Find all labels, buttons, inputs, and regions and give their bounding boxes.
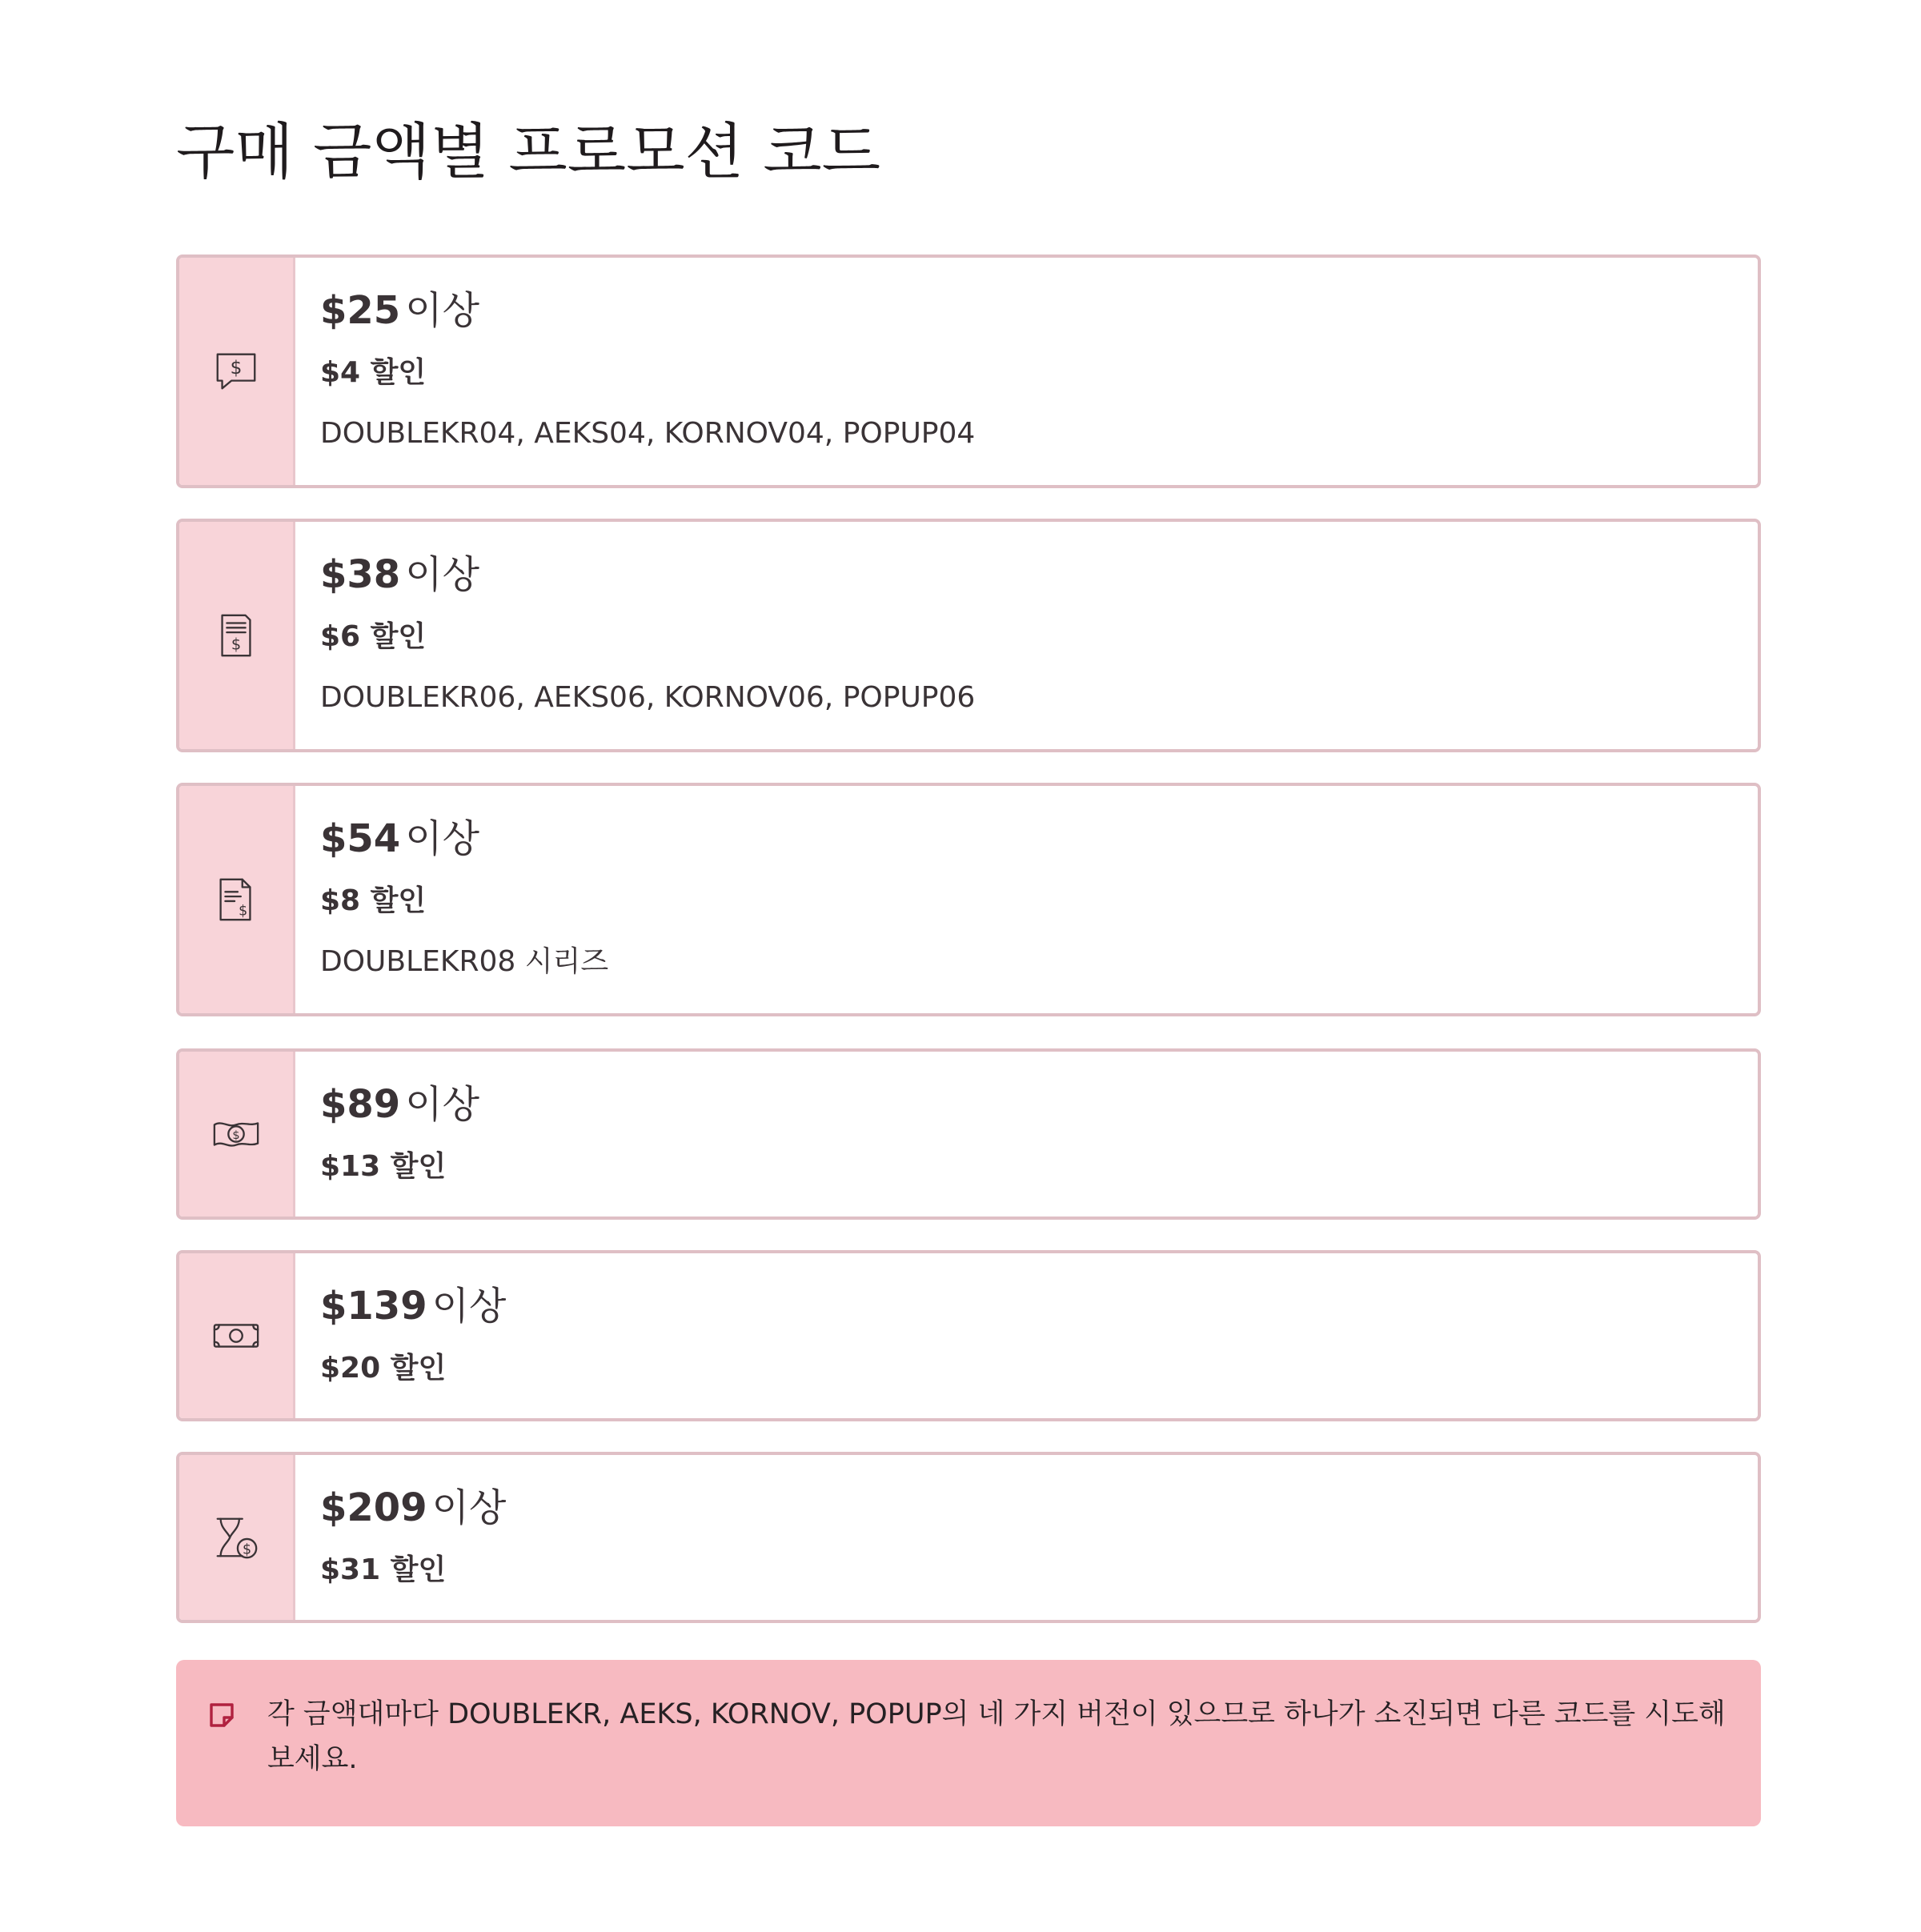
tier-codes: DOUBLEKR08 시리즈: [320, 945, 609, 978]
svg-text:$: $: [239, 903, 248, 920]
tier-threshold: [320, 1079, 479, 1130]
tier-threshold: [320, 1482, 506, 1533]
tier-discount: $4 할인: [320, 356, 427, 389]
tier-card: [176, 1250, 1761, 1421]
hourglass-dollar-icon: [211, 1513, 261, 1562]
note-icon: [207, 1700, 237, 1730]
threshold-suffix: 이상: [431, 1284, 507, 1329]
tier-icon-panel: [179, 786, 295, 1013]
threshold-amount: $209: [320, 1485, 427, 1530]
threshold-amount: $139: [320, 1284, 427, 1329]
tier-discount: $6 할인: [320, 620, 427, 653]
tier-icon-panel: [179, 522, 295, 749]
tier-card: [176, 255, 1761, 488]
threshold-amount: $89: [320, 1082, 401, 1127]
tier-discount: $8 할인: [320, 884, 427, 917]
receipt-dollar-icon: [211, 611, 261, 660]
tier-card: [176, 1452, 1761, 1623]
note-text: 각 금액대마다 DOUBLEKR, AEKS, KORNOV, POPUP의 네 가지 버전이 있으므로 하나가 소진되면 다른 코드를 시도해보세요.: [267, 1698, 1726, 1775]
svg-text:$: $: [232, 1128, 240, 1142]
tier-icon-panel: [179, 258, 295, 485]
invoice-dollar-icon: [211, 875, 261, 924]
tier-discount: $31 할인: [320, 1553, 447, 1586]
tier-icon-panel: [179, 1455, 295, 1620]
threshold-suffix: 이상: [431, 1485, 507, 1530]
info-note: [176, 1660, 1761, 1826]
tier-codes: DOUBLEKR06, AEKS06, KORNOV06, POPUP06: [320, 681, 976, 714]
tier-card: [176, 519, 1761, 752]
threshold-suffix: 이상: [405, 552, 479, 597]
svg-text:$: $: [243, 1541, 252, 1558]
tier-card: [176, 1048, 1761, 1220]
banknote-coin-icon: [211, 1109, 261, 1159]
page-title: 구매 금액별 프로모션 코드: [176, 116, 881, 187]
tier-discount: $20 할인: [320, 1352, 447, 1385]
threshold-amount: $25: [320, 288, 401, 333]
tier-icon-panel: [179, 1253, 295, 1418]
threshold-amount: $54: [320, 816, 401, 861]
threshold-suffix: 이상: [405, 288, 479, 333]
tier-icon-panel: [179, 1052, 295, 1217]
svg-text:$: $: [231, 635, 242, 654]
threshold-suffix: 이상: [405, 816, 479, 861]
tier-codes: DOUBLEKR04, AEKS04, KORNOV04, POPUP04: [320, 417, 976, 450]
threshold-suffix: 이상: [405, 1082, 479, 1127]
tier-threshold: [320, 813, 479, 864]
tier-card: [176, 783, 1761, 1016]
cash-icon: [211, 1311, 261, 1361]
tier-threshold: [320, 549, 479, 600]
tier-threshold: [320, 1281, 506, 1332]
svg-text:$: $: [230, 356, 243, 379]
tier-threshold: [320, 285, 479, 336]
tier-discount: $13 할인: [320, 1150, 447, 1183]
threshold-amount: $38: [320, 552, 401, 597]
chat-dollar-icon: [211, 347, 261, 396]
